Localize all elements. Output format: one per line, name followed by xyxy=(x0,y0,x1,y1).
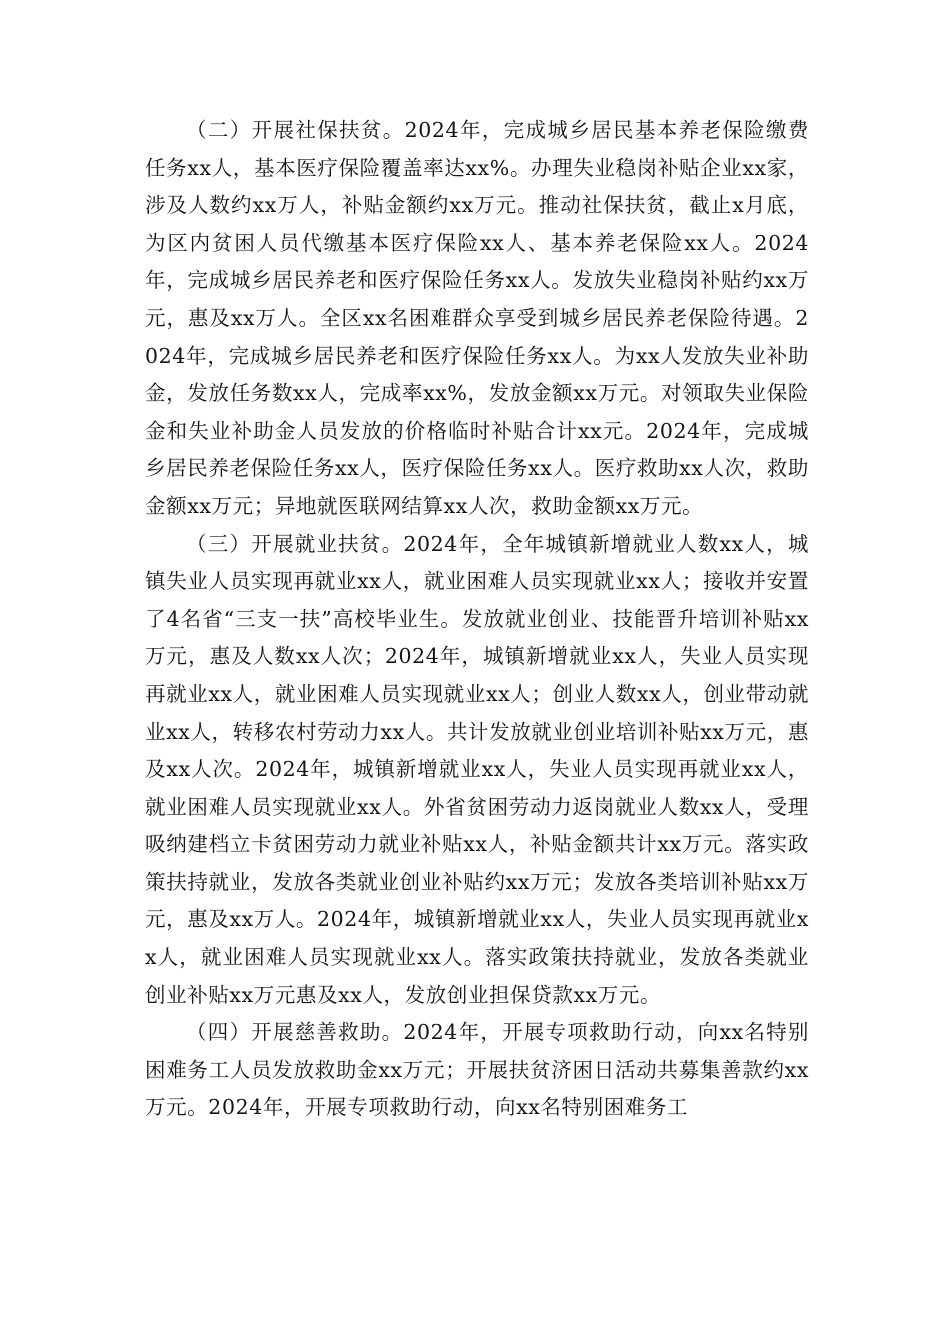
paragraph-social-security-poverty-relief: （二）开展社保扶贫。2024年，完成城乡居民基本养老保险缴费任务xx人，基本医疗保险覆盖率达xx%。办理失业稳岗补贴企业xx家，涉及人数约xx万人，补贴金额约xx万元。推动社保扶贫，截止x月底，为区内贫困人员代缴基本医疗保险xx人、基本养老保险xx人。2024年，完成城乡居民养老和医疗保险任务xx人。发放失业稳岗补贴约xx万元，惠及xx万人。全区xx名困难群众享受到城乡居民养老保险待遇。2024年，完成城乡居民养老和医疗保险任务xx人。为xx人发放失业补助金，发放任务数xx人，完成率xx%，发放金额xx万元。对领取失业保险金和失业补助金人员发放的价格临时补贴合计xx元。2024年，完成城乡居民养老保险任务xx人，医疗保险任务xx人。医疗救助xx人次，救助金额xx万元；异地就医联网结算xx人次，救助金额xx万元。 xyxy=(145,118,809,518)
paragraph-employment-poverty-relief: （三）开展就业扶贫。2024年，全年城镇新增就业人数xx人，城镇失业人员实现再就业xx人，就业困难人员实现就业xx人；接收并安置了4名省“三支一扶”高校毕业生。发放就业创业、技能晋升培训补贴xx万元，惠及人数xx人次；2024年，城镇新增就业xx人，失业人员实现再就业xx人，就业困难人员实现就业xx人；创业人数xx人，创业带动就业xx人，转移农村劳动力xx人。共计发放就业创业培训补贴xx万元，惠及xx人次。2024年，城镇新增就业xx人，失业人员实现再就业xx人，就业困难人员实现就业xx人。外省贫困劳动力返岗就业人数xx人，受理吸纳建档立卡贫困劳动力就业补贴xx人，补贴金额共计xx万元。落实政策扶持就业，发放各类就业创业补贴约xx万元；发放各类培训补贴xx万元，惠及xx万人。2024年，城镇新增就业xx人，失业人员实现再就业xx人，就业困难人员实现就业xx人。落实政策扶持就业，发放各类就业创业补贴xx万元惠及xx人，发放创业担保贷款xx万元。 xyxy=(145,531,809,1007)
paragraph-charity-relief: （四）开展慈善救助。2024年，开展专项救助行动，向xx名特别困难务工人员发放救助金xx万元；开展扶贫济困日活动共募集善款约xx万元。2024年，开展专项救助行动，向xx名特别困难务工 xyxy=(145,1020,809,1120)
document-body xyxy=(145,112,809,1127)
